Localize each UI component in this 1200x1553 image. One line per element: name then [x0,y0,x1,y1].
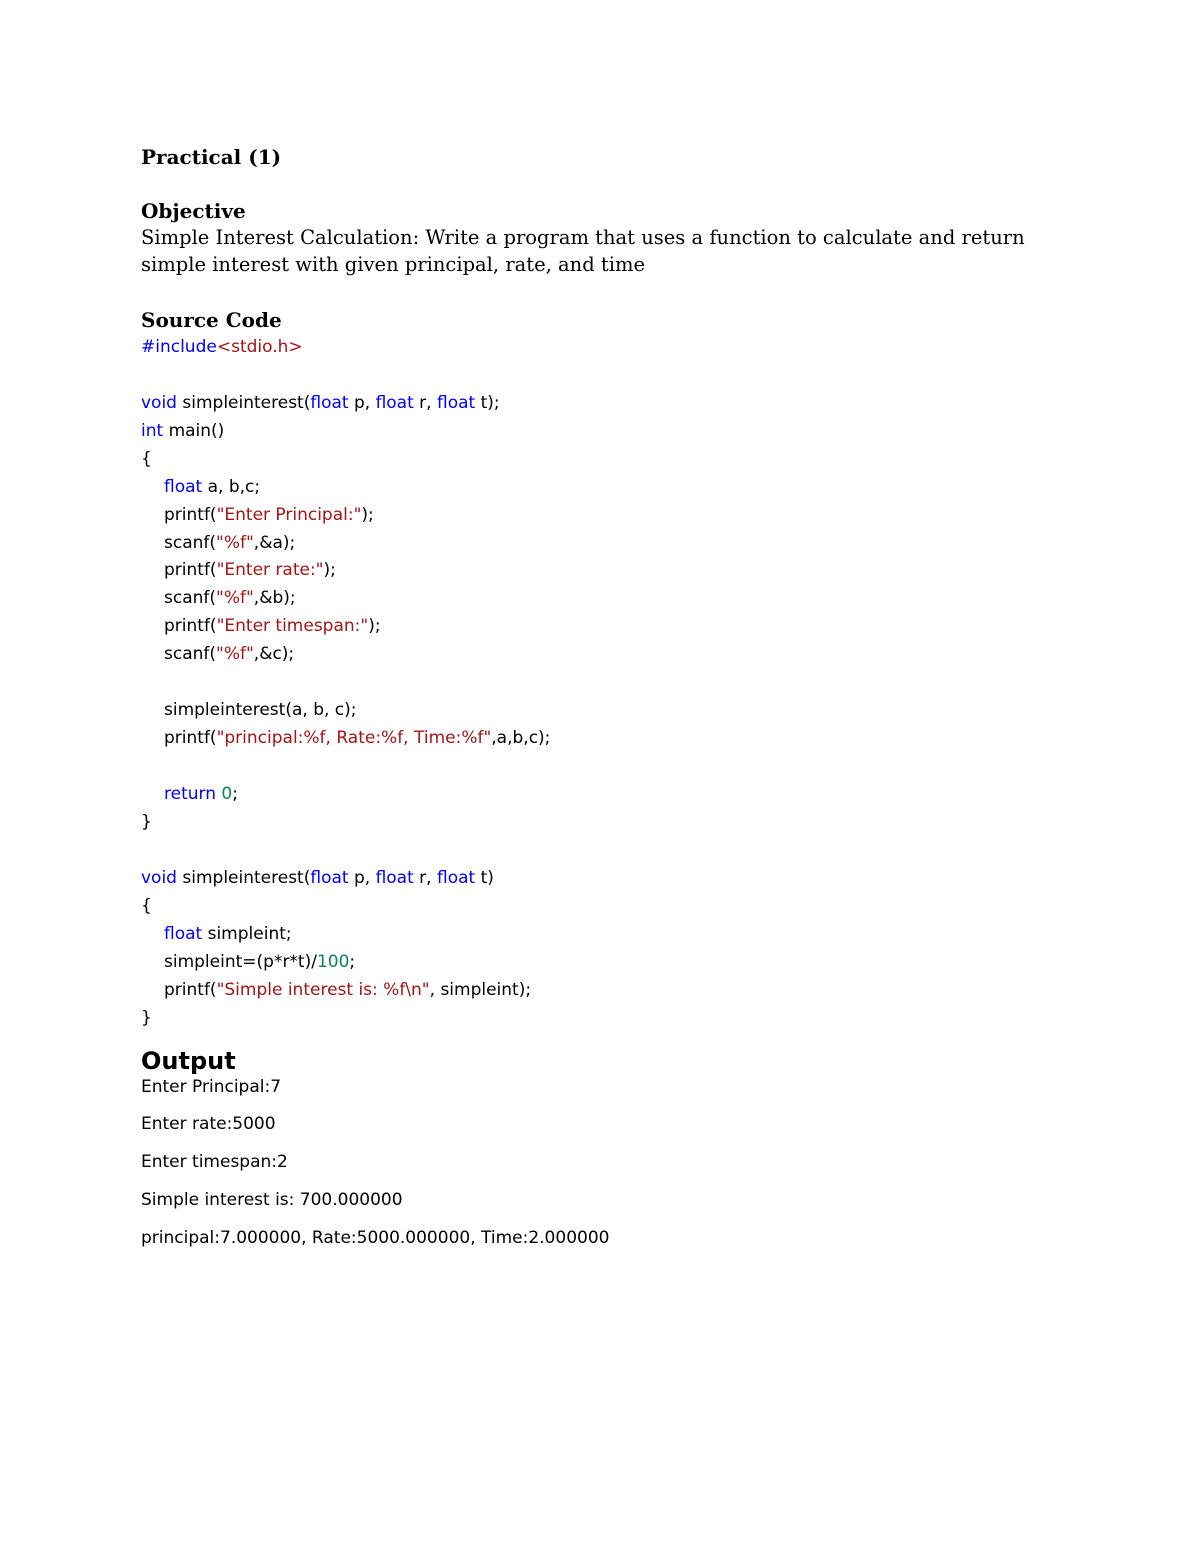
code-line [141,814,152,831]
code-token-str: "Enter timespan:" [216,616,369,636]
output-line: principal:7.000000, Rate:5000.000000, Time:2.000000 [141,1228,610,1248]
code-line [164,535,295,552]
code-line [164,479,260,496]
code-token-text: ,&c); [253,644,295,664]
objective-text: Simple Interest Calculation: Write a program that uses a function to calculate and return simple interest with given principal, rate, and time [141,226,1025,276]
code-token-text: printf( [164,505,217,525]
code-token-text: simpleinterest( [176,868,311,888]
code-token-str: <stdio.h> [216,337,303,357]
code-token-text: ; [232,784,238,804]
code-line [164,954,355,971]
code-line [164,618,381,635]
code-token-num: 100 [316,952,350,972]
code-token-text: ; [349,952,356,972]
code-token-text: printf( [164,616,217,636]
code-line [164,562,336,579]
code-token-text: p, [348,868,376,888]
code-token-text: main() [163,421,225,441]
code-token-kw: int [141,421,164,441]
code-token-text: simpleint; [202,924,292,944]
code-line [141,898,152,915]
code-line [141,423,224,440]
code-line [164,590,296,607]
code-token-kw: #include [141,337,217,357]
source-code-heading: Source Code [141,308,282,332]
code-line [141,870,494,887]
code-token-text: t); [475,393,500,413]
code-token-text: a, b,c; [202,477,261,497]
code-line [164,786,238,803]
objective-heading: Objective [141,199,246,223]
output-line: Enter Principal:7 [141,1077,282,1097]
code-token-str: "principal:%f, Rate:%f, Time:%f" [216,728,492,748]
code-token-text: ,&b); [253,588,296,608]
code-token-text: ,a,b,c); [491,728,551,748]
code-line [164,926,292,943]
code-token-text: p, [348,393,376,413]
code-token-kw: float [310,393,349,413]
code-token-text: printf( [164,560,217,580]
code-token-text: printf( [164,728,217,748]
code-line [164,507,374,524]
code-token-kw: float [164,477,203,497]
code-line [141,395,500,412]
code-token-kw: float [375,393,414,413]
code-token-text: { [141,896,152,916]
code-line [164,702,357,719]
code-token-text: scanf( [164,588,217,608]
code-token-str: "%f" [216,644,254,664]
code-token-str: "Enter Principal:" [216,505,362,525]
code-token-kw: return [164,784,216,804]
code-token-str: "Enter rate:" [216,560,324,580]
page-title: Practical (1) [141,145,282,169]
code-token-text: , simpleint); [429,980,532,1000]
code-line [164,646,294,663]
code-token-text: simpleinterest(a, b, c); [164,700,357,720]
code-token-str: "Simple interest is: %f\n" [216,980,430,1000]
code-line [164,730,550,747]
output-heading: Output [141,1047,236,1075]
code-token-kw: float [164,924,203,944]
code-line [141,339,303,356]
code-token-text: ); [361,505,374,525]
code-token-text: ,&a); [253,533,296,553]
code-token-text: printf( [164,980,217,1000]
code-token-text: simpleinterest( [176,393,311,413]
code-token-text: scanf( [164,644,217,664]
code-token-kw: float [436,868,476,888]
output-line: Enter rate:5000 [141,1114,276,1134]
code-token-kw: void [141,868,177,888]
code-token-text: } [141,812,152,832]
code-token-num: 0 [221,784,233,804]
output-line: Enter timespan:2 [141,1152,288,1172]
code-token-text: t) [475,868,494,888]
code-token-text: ); [368,616,381,636]
code-token-text: ); [323,560,336,580]
code-line [164,982,531,999]
code-line [141,1010,152,1027]
code-token-kw: float [310,868,349,888]
code-token-kw: float [375,868,414,888]
code-token-str: "%f" [216,533,254,553]
code-token-kw: void [141,393,177,413]
output-line: Simple interest is: 700.000000 [141,1190,403,1210]
code-token-text: { [141,449,152,469]
code-token-text: scanf( [164,533,217,553]
code-token-text: r, [413,393,437,413]
code-token-text: r, [413,868,437,888]
code-token-text: simpleint=(p*r*t)/ [164,952,317,972]
code-line [141,451,152,468]
code-token-str: "%f" [216,588,254,608]
code-token-kw: float [436,393,476,413]
code-token-text: } [141,1008,152,1028]
